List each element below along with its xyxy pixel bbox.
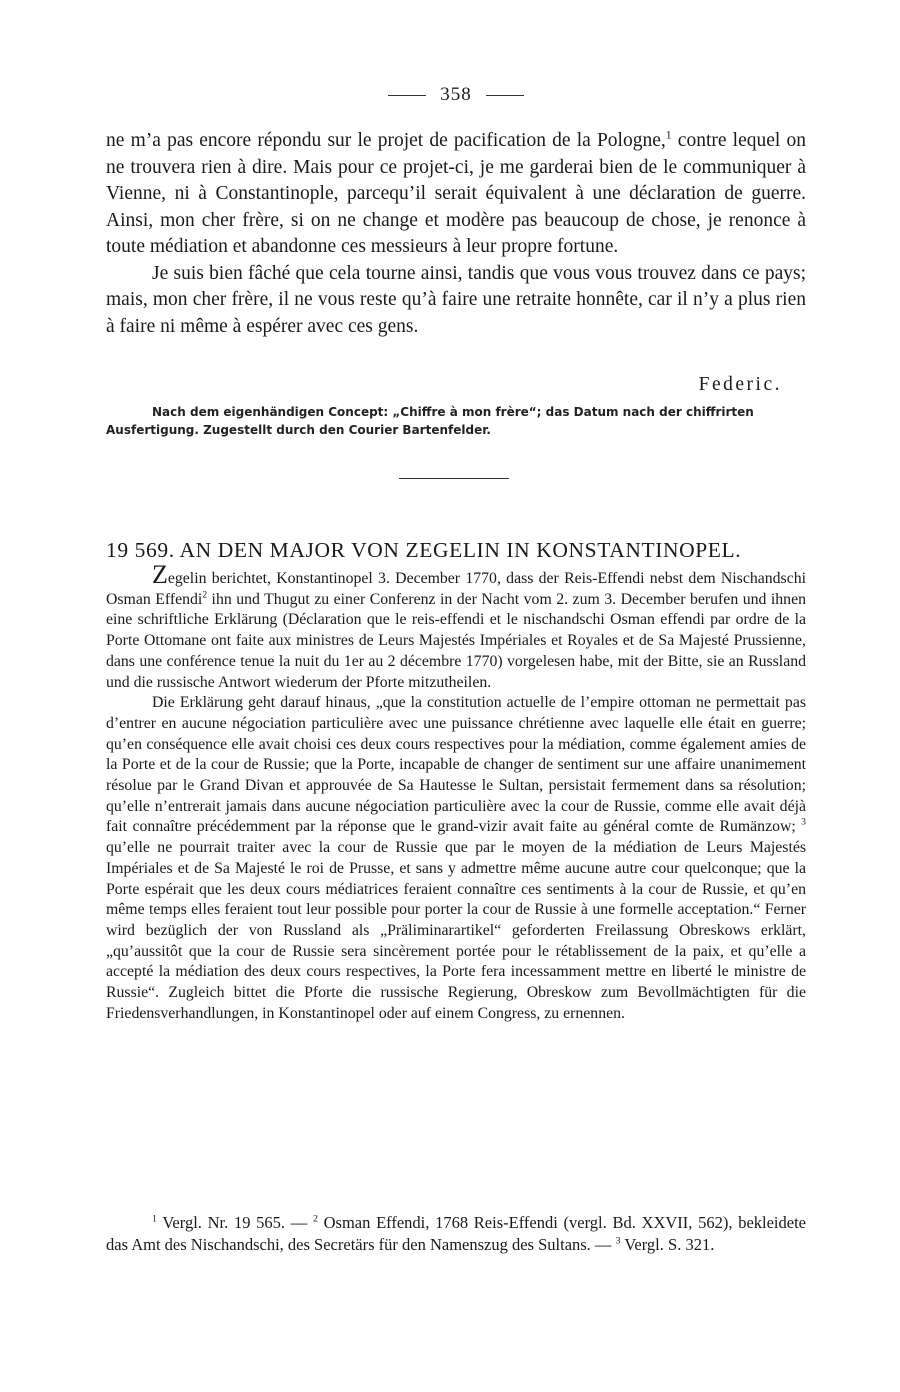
footnote-1-text: Vergl. Nr. 19 565. — xyxy=(156,1213,313,1232)
letter-paragraph-2: Je suis bien fâché que cela tourne ainsi, tandis que vous vous trouvez dans ce pays; mais, mon cher frère, il ne vous reste qu’à faire une retraite honnête, car il n’y a plus rien à faire ni même à espérer avec ces gens. xyxy=(106,262,806,337)
footnote-1-marker: 1 xyxy=(152,1213,157,1225)
letter-paragraph-1 xyxy=(106,128,806,261)
letter-paragraph-1-cont: contre lequel on ne trouvera rien à dire. Mais pour ce projet-ci, je me garderai bien de le communiquer à Vienne, ni à Constantinople, parcequ’il serait équivalent à une déclaration de guerre. Ainsi, mon cher frère, si on ne change et modère pas beaucoup de chose, je renonce à toute médiation et abandonne ces messieurs à leur propre fortune. xyxy=(106,130,806,257)
document-paragraph-2 xyxy=(106,693,806,1024)
document-paragraph-1b: ihn und Thugut zu einer Conferenz in der Nacht vom 2. zum 3. December berufen und ihnen eine schriftliche Erklärung (Déclaration que le reis-effendi et le nischandschi Osman effendi par ordre de la Porte Ottomane ont faite aux ministres de Leurs Majestés Impériales et Royales et de Sa Majesté Prussienne, dans une conférence tenue la nuit du 1er au 2 décembre 1770) vorgelesen habe, mit der Bitte, sie an Russland und die russische Antwort wiederum der Pforte mitzutheilen. xyxy=(106,590,806,691)
footnote-marker-2: 2 xyxy=(202,590,208,601)
source-note-line-1: Nach dem eigenhändigen Concept: „Chiffre à mon frère“; das Datum nach der chiffrirten xyxy=(152,405,754,419)
footnotes xyxy=(106,1212,806,1256)
source-note-line-2: Ausfertigung. Zugestellt durch den Courier Bartenfelder. xyxy=(106,423,491,437)
document-paragraph-1a: egelin berichtet, Konstantinopel 3. December 1770, dass der Reis-Effendi nebst dem Nischandschi Osman Effendi xyxy=(106,570,806,608)
document-paragraph-2a: Die Erklärung geht darauf hinaus, „que la constitution actuelle de l’empire ottoman ne permettait pas d’entrer en aucune négociation particulière avec une puissance chrétienne avec laquelle elle était en guerre; qu’en conséquence elle avait choisi ces deux cours respectives pour la médiation, comme également amies de la Porte et de la cour de Russie; que la Porte, incapable de changer de sentiment sur une affaire unanimement résolue par le Grand Divan et approuvée de Sa Hautesse le Sultan, persistait fermement dans sa résolution; qu’elle n’entrerait jamais dans aucune négociation particulière avec la cour de Russie, comme elle avait déjà fait connaître précédemment par la réponse que le grand-vizir avait faite au général comte de Rumänzow; xyxy=(106,694,806,836)
signature: Federic. xyxy=(698,374,782,395)
letter-paragraph-1-text: ne m’a pas encore répondu sur le projet de pacification de la Pologne, xyxy=(106,130,666,151)
letter-text xyxy=(106,128,806,340)
footnote-text xyxy=(106,1212,806,1256)
header-dash-right xyxy=(486,95,524,96)
footnote-marker-1: 1 xyxy=(665,128,672,142)
page-header xyxy=(106,84,806,106)
footnote-2-marker: 2 xyxy=(312,1213,318,1225)
document-paragraph-2b: qu’elle ne pourrait traiter avec la cour de Russie que par le moyen de la médiation de Leurs Majestés Impériales et de Sa Majesté le roi de Prusse, et sans y admettre même aucune autre cour quelconque; que la Porte espérait que les deux cours médiatrices feraient connaître ces sentiments à la cour de Russie, et qu’en même temps elles feraient tout leur possible pour porter la cour de Russie à une formelle acceptation.“ Ferner wird bezüglich der von Russland als „Präliminarartikel“ geforderten Freilassung Obreskows erklärt, „qu’aussitôt que la cour de Russie sera sincèrement portée pour le rétablissement de la paix, et qu’elle a accepté la médiation des deux cours respectives, la Porte fera incessamment mettre en liberté le ministre de Russie“. Zugleich bittet die Pforte die russische Regierung, Obreskow zum Bevollmächtigten für die Friedensverhandlungen, in Konstantinopel oder auf einem Congress, zu ernennen. xyxy=(106,839,806,1022)
source-note xyxy=(106,403,806,439)
document-paragraph-1 xyxy=(106,560,806,693)
document-body xyxy=(106,560,806,1024)
footnote-2-text: Osman Effendi, 1768 Reis-Effendi (vergl. Bd. XXVII, 562), bekleidete das Amt des Nischandschi, des Secretärs für den Namenszug des Sultans. — xyxy=(106,1213,806,1254)
page-number: 358 xyxy=(440,84,472,105)
header-dash-left xyxy=(388,95,426,96)
section-divider xyxy=(399,478,509,479)
footnote-3-text: Vergl. S. 321. xyxy=(620,1235,715,1254)
document-heading: 19 569. AN DEN MAJOR VON ZEGELIN IN KONSTANTINOPEL. xyxy=(106,538,742,562)
footnote-3-marker: 3 xyxy=(615,1235,621,1247)
initial-letter: Z xyxy=(152,560,168,589)
footnote-marker-3: 3 xyxy=(801,818,806,829)
